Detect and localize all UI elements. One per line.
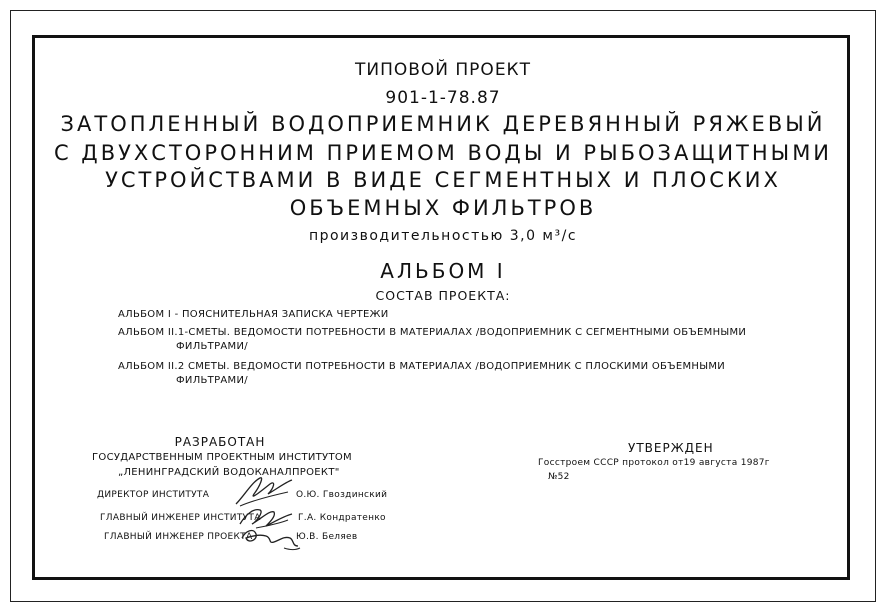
title-line-4: ОБЪЕМНЫХ ФИЛЬТРОВ bbox=[289, 196, 597, 220]
album-item-1-line-1: АЛЬБОМ I - ПОЯСНИТЕЛЬНАЯ ЗАПИСКА ЧЕРТЕЖИ bbox=[118, 309, 389, 320]
signatory-2-name: Г.А. Кондратенко bbox=[298, 513, 386, 523]
developer-org-line-2: „ЛЕНИНГРАДСКИЙ ВОДОКАНАЛПРОЕКТ" bbox=[118, 467, 340, 478]
signatory-2-position: ГЛАВНЫЙ ИНЖЕНЕР ИНСТИТУТА bbox=[100, 513, 261, 523]
composition-heading: СОСТАВ ПРОЕКТА: bbox=[375, 288, 511, 303]
capacity-line: производительностью 3,0 м³/с bbox=[308, 228, 578, 244]
signatory-3-position: ГЛАВНЫЙ ИНЖЕНЕР ПРОЕКТА bbox=[104, 532, 253, 542]
project-type-label: ТИПОВОЙ ПРОЕКТ bbox=[354, 60, 532, 80]
album-item-2-line-2: ФИЛЬТРАМИ/ bbox=[176, 341, 248, 352]
album-item-3-line-1: АЛЬБОМ II.2 СМЕТЫ. ВЕДОМОСТИ ПОТРЕБНОСТИ В МАТЕРИАЛАХ /ВОДОПРИЕМНИК С ПЛОСКИМИ ОБЪЕМНЫМИ bbox=[118, 361, 726, 372]
album-item-3-line-2: ФИЛЬТРАМИ/ bbox=[176, 375, 248, 386]
approval-number: №52 bbox=[548, 472, 570, 482]
title-line-2: С ДВУХСТОРОННИМ ПРИЕМОМ ВОДЫ И РЫБОЗАЩИТНЫМИ bbox=[53, 141, 833, 165]
album-item-2-line-1: АЛЬБОМ II.1-СМЕТЫ. ВЕДОМОСТИ ПОТРЕБНОСТИ В МАТЕРИАЛАХ /ВОДОПРИЕМНИК С СЕГМЕНТНЫМИ ОБЪЕМНЫМИ bbox=[118, 327, 747, 338]
album-title: АЛЬБОМ I bbox=[380, 259, 506, 283]
developer-org-line-1: ГОСУДАРСТВЕННЫМ ПРОЕКТНЫМ ИНСТИТУТОМ bbox=[92, 452, 352, 463]
signatory-1-name: О.Ю. Гвоздинский bbox=[296, 490, 388, 500]
title-line-3: УСТРОЙСТВАМИ В ВИДЕ СЕГМЕНТНЫХ И ПЛОСКИХ bbox=[105, 168, 781, 192]
signatory-1-position: ДИРЕКТОР ИНСТИТУТА bbox=[97, 490, 210, 500]
project-engineer-signature bbox=[238, 524, 304, 554]
project-number: 901-1-78.87 bbox=[385, 88, 501, 108]
developer-heading: РАЗРАБОТАН bbox=[174, 435, 266, 449]
approval-heading: УТВЕРЖДЕН bbox=[628, 441, 714, 455]
approval-line-1: Госстроем СССР протокол от19 августа 1987г bbox=[538, 458, 770, 468]
signatory-3-name: Ю.В. Беляев bbox=[296, 532, 358, 542]
title-line-1: ЗАТОПЛЕННЫЙ ВОДОПРИЕМНИК ДЕРЕВЯННЫЙ РЯЖЕВЫЙ bbox=[60, 112, 826, 136]
